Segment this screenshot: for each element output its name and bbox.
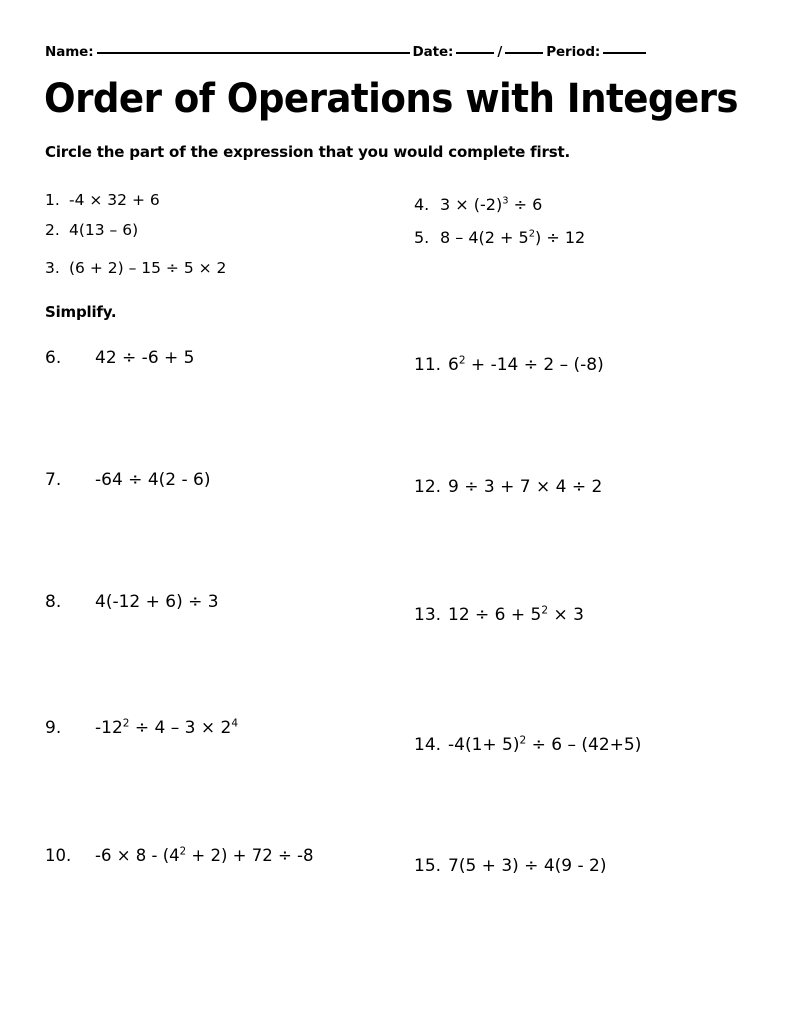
problem-expression: 42 ÷ -6 + 5 <box>95 348 195 368</box>
instruction-simplify: Simplify. <box>45 303 117 321</box>
problem-expression: $8 - 4(2 + 5^2) \div 12$ <box>440 228 586 247</box>
problem-number: 5. <box>414 228 430 247</box>
student-info-line <box>45 44 745 66</box>
problem-9 <box>45 718 238 738</box>
problem-number: 12. <box>414 477 442 497</box>
problem-6 <box>45 348 195 368</box>
problem-number: 10. <box>45 846 72 865</box>
problem-number: 8. <box>45 592 62 612</box>
problem-13 <box>414 605 584 625</box>
date-day-blank[interactable] <box>505 52 543 54</box>
problem-expression: (6 + 2) – 15 ÷ 5 × 2 <box>69 259 227 277</box>
problem-expression: $-6 \times 8 - (4^2 + 2) + 72 \div -8$ <box>95 846 314 865</box>
problem-number: 15. <box>414 856 442 876</box>
name-blank[interactable] <box>97 52 410 54</box>
problem-4 <box>414 195 542 215</box>
problem-8 <box>45 592 219 612</box>
instruction-circle: Circle the part of the expression that you would complete first. <box>45 143 570 161</box>
problem-number: 6. <box>45 348 62 368</box>
problem-14 <box>414 735 641 755</box>
problem-expression: -4 × 32 + 6 <box>69 191 160 209</box>
problem-number: 13. <box>414 605 442 625</box>
period-blank[interactable] <box>603 52 646 54</box>
problem-11 <box>414 355 604 375</box>
problem-7 <box>45 470 210 490</box>
problem-number: 14. <box>414 735 442 755</box>
problem-expression: 4(-12 + 6) ÷ 3 <box>95 592 219 612</box>
problem-number: 9. <box>45 718 62 738</box>
problem-expression: $-4(1+ 5)^2 \div 6 - (42+5)$ <box>448 734 642 755</box>
problem-expression: $-12^2 \div 4 - 3 \times 2^4$ <box>95 717 239 738</box>
problem-number: 1. <box>45 191 60 209</box>
problem-12 <box>414 477 602 497</box>
date-label: Date: <box>412 44 454 60</box>
problem-number: 11. <box>414 355 442 375</box>
problem-number: 2. <box>45 221 60 239</box>
problem-expression: $12 \div 6 + 5^2 \times 3$ <box>448 604 584 625</box>
problem-expression: 7(5 + 3) ÷ 4(9 - 2) <box>448 856 607 876</box>
name-label: Name: <box>45 44 94 60</box>
date-separator: / <box>497 44 503 60</box>
problem-number: 7. <box>45 470 62 490</box>
problem-expression: -64 ÷ 4(2 - 6) <box>95 470 211 490</box>
problem-number: 4. <box>414 195 430 214</box>
problem-expression: $3 \times (-2)^3 \div 6$ <box>440 195 543 214</box>
problem-10 <box>45 846 314 866</box>
problem-1 <box>45 190 160 210</box>
problem-5 <box>414 228 585 248</box>
problem-15 <box>414 856 606 876</box>
problem-2 <box>45 220 138 240</box>
problem-3 <box>45 258 226 278</box>
date-month-blank[interactable] <box>456 52 494 54</box>
problem-number: 3. <box>45 259 60 277</box>
page-title: Order of Operations with Integers <box>44 76 739 122</box>
period-label: Period: <box>546 44 601 60</box>
problem-expression: 4(13 – 6) <box>69 221 139 239</box>
problem-expression: 9 ÷ 3 + 7 × 4 ÷ 2 <box>448 477 603 497</box>
problem-expression: $6^2 + -14 \div 2 - (-8)$ <box>448 354 604 375</box>
